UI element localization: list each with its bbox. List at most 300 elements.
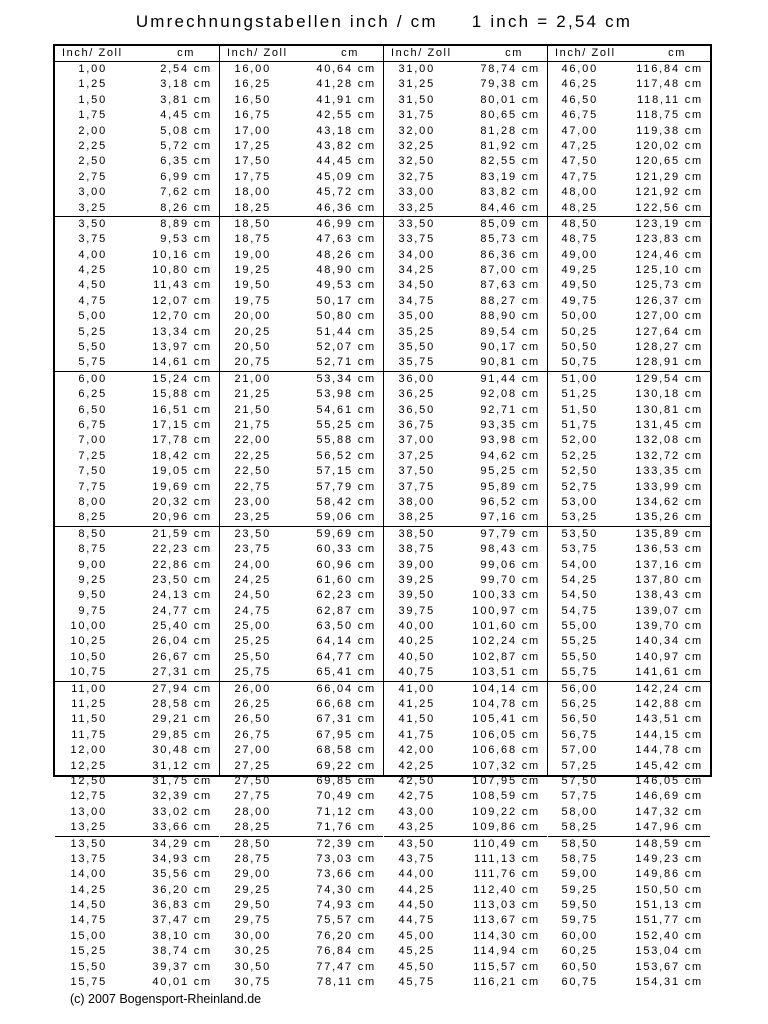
row-group xyxy=(384,837,547,991)
cm-value: 47,63 cm xyxy=(316,233,376,246)
inch-value: 27,75 xyxy=(234,790,271,803)
cm-value: 12,70 cm xyxy=(152,310,212,323)
table-row xyxy=(384,248,547,263)
inch-value: 49,50 xyxy=(561,279,598,292)
cm-value: 133,35 cm xyxy=(635,465,703,478)
table-row xyxy=(548,480,710,495)
table-row xyxy=(220,93,383,108)
cm-value: 95,89 cm xyxy=(480,480,540,493)
cm-value: 53,98 cm xyxy=(316,388,376,401)
cm-value: 24,77 cm xyxy=(152,604,212,617)
table-row xyxy=(55,77,219,92)
row-group xyxy=(384,682,547,837)
row-group xyxy=(55,62,219,217)
cm-value: 58,42 cm xyxy=(316,495,376,508)
cm-value: 3,18 cm xyxy=(160,78,212,91)
table-row xyxy=(55,355,219,370)
inch-value: 42,25 xyxy=(398,759,435,772)
table-row xyxy=(220,77,383,92)
table-row xyxy=(55,201,219,216)
inch-value: 60,75 xyxy=(561,976,598,989)
table-row xyxy=(384,263,547,278)
table-row xyxy=(548,960,710,975)
table-row xyxy=(220,154,383,169)
table-row xyxy=(384,217,547,232)
table-row xyxy=(384,650,547,665)
table-row xyxy=(548,898,710,913)
table-row xyxy=(548,93,710,108)
table-row xyxy=(220,278,383,293)
inch-value: 37,25 xyxy=(398,449,435,462)
inch-value: 43,00 xyxy=(398,805,435,818)
table-row xyxy=(384,728,547,743)
inch-value: 35,50 xyxy=(398,341,435,354)
inch-value: 35,00 xyxy=(398,310,435,323)
inch-value: 18,50 xyxy=(234,217,271,230)
inch-value: 26,75 xyxy=(234,728,271,741)
cm-value: 92,71 cm xyxy=(480,403,540,416)
table-row xyxy=(55,278,219,293)
cm-value: 128,27 cm xyxy=(635,341,703,354)
inch-value: 28,75 xyxy=(234,852,271,865)
table-row xyxy=(220,527,383,542)
cm-value: 114,94 cm xyxy=(473,945,540,958)
table-row xyxy=(55,960,219,975)
table-row xyxy=(548,820,710,835)
inch-value: 20,75 xyxy=(234,356,271,369)
table-row xyxy=(384,124,547,139)
cm-value: 46,99 cm xyxy=(316,217,376,230)
inch-value: 19,75 xyxy=(234,294,271,307)
table-row xyxy=(548,759,710,774)
inch-value: 38,75 xyxy=(398,543,435,556)
inch-value: 7,50 xyxy=(78,465,107,478)
table-row xyxy=(220,883,383,898)
table-row xyxy=(55,697,219,712)
table-row xyxy=(55,510,219,525)
inch-value: 37,50 xyxy=(398,465,435,478)
row-group xyxy=(548,217,710,372)
table-row xyxy=(548,774,710,789)
cm-value: 87,00 cm xyxy=(480,264,540,277)
table-row xyxy=(220,697,383,712)
table-row xyxy=(548,124,710,139)
cm-value: 24,13 cm xyxy=(152,589,212,602)
inch-value: 13,25 xyxy=(70,821,107,834)
cm-value: 13,34 cm xyxy=(152,325,212,338)
table-row xyxy=(220,712,383,727)
inch-value: 60,50 xyxy=(561,960,598,973)
inch-value: 49,25 xyxy=(561,264,598,277)
inch-value: 6,25 xyxy=(78,388,107,401)
inch-value: 59,75 xyxy=(561,914,598,927)
cm-value: 106,68 cm xyxy=(472,744,540,757)
cm-value: 20,96 cm xyxy=(152,511,212,524)
inch-value: 3,75 xyxy=(78,233,107,246)
inch-value: 23,50 xyxy=(234,527,271,540)
table-row xyxy=(55,93,219,108)
inch-value: 39,75 xyxy=(398,604,435,617)
inch-value: 45,75 xyxy=(398,976,435,989)
cm-value: 6,35 cm xyxy=(160,155,212,168)
table-row xyxy=(55,495,219,510)
inch-value: 14,25 xyxy=(70,883,107,896)
table-row xyxy=(55,340,219,355)
table-row xyxy=(220,975,383,990)
cm-value: 153,67 cm xyxy=(635,960,703,973)
cm-value: 73,66 cm xyxy=(316,868,376,881)
table-row xyxy=(384,418,547,433)
inch-value: 53,25 xyxy=(561,511,598,524)
inch-value: 33,00 xyxy=(398,186,435,199)
inch-value: 60,25 xyxy=(561,945,598,958)
cm-value: 50,17 cm xyxy=(316,294,376,307)
inch-value: 52,00 xyxy=(561,434,598,447)
cm-value: 88,90 cm xyxy=(480,310,540,323)
table-row xyxy=(548,278,710,293)
cm-value: 116,21 cm xyxy=(473,976,540,989)
inch-value: 5,50 xyxy=(78,341,107,354)
table-column-block xyxy=(383,46,547,989)
cm-value: 102,24 cm xyxy=(472,635,540,648)
table-row xyxy=(384,619,547,634)
inch-value: 9,75 xyxy=(78,604,107,617)
inch-value: 51,75 xyxy=(561,418,598,431)
cm-value: 130,18 cm xyxy=(635,388,703,401)
table-row xyxy=(55,852,219,867)
cm-value: 26,04 cm xyxy=(152,635,212,648)
cm-value: 147,96 cm xyxy=(635,821,703,834)
cm-value: 38,74 cm xyxy=(152,945,212,958)
inch-value: 58,75 xyxy=(561,852,598,865)
inch-value: 40,00 xyxy=(398,620,435,633)
table-row xyxy=(220,542,383,557)
table-row xyxy=(548,588,710,603)
inch-value: 59,50 xyxy=(561,899,598,912)
cm-value: 33,02 cm xyxy=(152,805,212,818)
inch-value: 17,75 xyxy=(234,170,271,183)
table-row xyxy=(384,712,547,727)
cm-value: 83,19 cm xyxy=(480,170,540,183)
inch-value: 40,75 xyxy=(398,666,435,679)
table-row xyxy=(55,913,219,928)
table-row xyxy=(55,588,219,603)
cm-value: 138,43 cm xyxy=(635,589,703,602)
inch-value: 19,50 xyxy=(234,279,271,292)
inch-value: 9,25 xyxy=(78,573,107,586)
row-group xyxy=(548,837,710,991)
inch-value: 5,00 xyxy=(78,310,107,323)
table-row xyxy=(220,309,383,324)
inch-value: 32,25 xyxy=(398,139,435,152)
table-row xyxy=(55,62,219,77)
cm-value: 148,59 cm xyxy=(635,837,703,850)
inch-value: 22,00 xyxy=(234,434,271,447)
inch-value: 42,75 xyxy=(398,790,435,803)
cm-value: 18,42 cm xyxy=(152,449,212,462)
inch-value: 41,75 xyxy=(398,728,435,741)
cm-value: 109,86 cm xyxy=(472,821,540,834)
inch-value: 7,00 xyxy=(78,434,107,447)
table-row xyxy=(548,139,710,154)
table-row xyxy=(55,464,219,479)
cm-value: 113,03 cm xyxy=(473,899,540,912)
table-row xyxy=(55,728,219,743)
table-row xyxy=(220,185,383,200)
table-row xyxy=(384,573,547,588)
inch-value: 31,50 xyxy=(398,93,435,106)
inch-value: 25,00 xyxy=(234,620,271,633)
inch-value: 4,25 xyxy=(78,264,107,277)
table-row xyxy=(220,913,383,928)
cm-value: 134,62 cm xyxy=(635,495,703,508)
table-row xyxy=(55,573,219,588)
inch-value: 16,25 xyxy=(234,78,271,91)
cm-value: 115,57 cm xyxy=(473,960,540,973)
cm-value: 92,08 cm xyxy=(480,388,540,401)
inch-value: 44,25 xyxy=(398,883,435,896)
cm-value: 52,71 cm xyxy=(316,356,376,369)
table-row xyxy=(220,650,383,665)
conversion-table xyxy=(53,44,712,989)
inch-value: 30,50 xyxy=(234,960,271,973)
inch-value: 2,25 xyxy=(78,139,107,152)
cm-value: 10,16 cm xyxy=(152,248,212,261)
inch-value: 36,50 xyxy=(398,403,435,416)
inch-value: 56,50 xyxy=(561,713,598,726)
cm-value: 62,87 cm xyxy=(316,604,376,617)
inch-value: 55,25 xyxy=(561,635,598,648)
table-row xyxy=(55,542,219,557)
table-row xyxy=(548,355,710,370)
table-row xyxy=(548,743,710,758)
cm-value: 14,61 cm xyxy=(152,356,212,369)
cm-value: 74,93 cm xyxy=(316,899,376,912)
inch-value: 16,00 xyxy=(234,63,271,75)
inch-value: 30,75 xyxy=(234,976,271,989)
inch-value: 51,25 xyxy=(561,388,598,401)
inch-value: 17,00 xyxy=(234,124,271,137)
cm-value: 102,87 cm xyxy=(472,650,540,663)
inch-value: 56,00 xyxy=(561,682,598,695)
cm-value: 149,86 cm xyxy=(635,868,703,881)
cm-value: 131,45 cm xyxy=(635,418,703,431)
inch-value: 3,25 xyxy=(78,201,107,214)
table-row xyxy=(55,929,219,944)
cm-value: 73,03 cm xyxy=(316,852,376,865)
cm-value: 60,96 cm xyxy=(316,558,376,571)
inch-value: 41,50 xyxy=(398,713,435,726)
cm-value: 137,16 cm xyxy=(635,558,703,571)
cm-value: 51,44 cm xyxy=(316,325,376,338)
table-row xyxy=(384,665,547,680)
header-inch-label: Inch/ Zoll xyxy=(227,47,288,59)
table-row xyxy=(384,340,547,355)
inch-value: 54,00 xyxy=(561,558,598,571)
cm-value: 96,52 cm xyxy=(480,495,540,508)
table-row xyxy=(548,573,710,588)
cm-value: 15,88 cm xyxy=(152,388,212,401)
table-row xyxy=(384,527,547,542)
cm-value: 104,14 cm xyxy=(472,682,540,695)
table-row xyxy=(55,867,219,882)
table-row xyxy=(548,372,710,387)
inch-value: 38,50 xyxy=(398,527,435,540)
cm-value: 99,06 cm xyxy=(480,558,540,571)
cm-value: 79,38 cm xyxy=(480,78,540,91)
inch-value: 48,75 xyxy=(561,233,598,246)
inch-value: 21,00 xyxy=(234,372,271,385)
cm-value: 76,20 cm xyxy=(316,929,376,942)
inch-value: 53,50 xyxy=(561,527,598,540)
table-row xyxy=(55,309,219,324)
table-row xyxy=(55,883,219,898)
table-row xyxy=(384,913,547,928)
inch-value: 27,25 xyxy=(234,759,271,772)
cm-value: 31,75 cm xyxy=(152,774,212,787)
table-row xyxy=(220,248,383,263)
inch-value: 45,00 xyxy=(398,929,435,942)
table-row xyxy=(220,743,383,758)
table-row xyxy=(384,558,547,573)
copyright-footer: (c) 2007 Bogensport-Rheinland.de xyxy=(70,992,262,1006)
cm-value: 120,02 cm xyxy=(635,139,703,152)
table-row xyxy=(548,650,710,665)
inch-value: 13,50 xyxy=(70,837,107,850)
cm-value: 40,01 cm xyxy=(152,976,212,989)
table-row xyxy=(55,604,219,619)
inch-value: 35,75 xyxy=(398,356,435,369)
cm-value: 140,97 cm xyxy=(635,650,703,663)
cm-value: 55,25 cm xyxy=(316,418,376,431)
inch-value: 32,75 xyxy=(398,170,435,183)
inch-value: 36,25 xyxy=(398,388,435,401)
cm-value: 72,39 cm xyxy=(316,837,376,850)
inch-value: 1,50 xyxy=(78,93,107,106)
header-cm-label: cm xyxy=(505,47,523,59)
inch-value: 29,75 xyxy=(234,914,271,927)
cm-value: 107,32 cm xyxy=(472,759,540,772)
cm-value: 132,08 cm xyxy=(635,434,703,447)
inch-value: 12,50 xyxy=(70,774,107,787)
table-row xyxy=(548,929,710,944)
cm-value: 123,19 cm xyxy=(635,217,703,230)
table-row xyxy=(548,728,710,743)
inch-value: 8,50 xyxy=(78,527,107,540)
inch-value: 38,00 xyxy=(398,495,435,508)
table-row xyxy=(548,883,710,898)
cm-value: 43,18 cm xyxy=(316,124,376,137)
table-row xyxy=(384,294,547,309)
inch-value: 48,00 xyxy=(561,186,598,199)
inch-value: 43,75 xyxy=(398,852,435,865)
table-row xyxy=(548,418,710,433)
column-header xyxy=(548,46,710,62)
inch-value: 2,00 xyxy=(78,124,107,137)
table-row xyxy=(55,185,219,200)
table-row xyxy=(384,62,547,77)
inch-value: 12,00 xyxy=(70,744,107,757)
inch-value: 26,25 xyxy=(234,698,271,711)
table-row xyxy=(384,232,547,247)
inch-value: 44,00 xyxy=(398,868,435,881)
cm-value: 94,62 cm xyxy=(480,449,540,462)
cm-value: 71,76 cm xyxy=(316,821,376,834)
table-row xyxy=(548,805,710,820)
cm-value: 143,51 cm xyxy=(635,713,703,726)
cm-value: 147,32 cm xyxy=(635,805,703,818)
inch-value: 18,75 xyxy=(234,233,271,246)
inch-value: 22,25 xyxy=(234,449,271,462)
inch-value: 24,00 xyxy=(234,558,271,571)
table-row xyxy=(384,108,547,123)
row-group xyxy=(384,527,547,682)
table-row xyxy=(548,604,710,619)
table-row xyxy=(384,682,547,697)
table-row xyxy=(548,248,710,263)
cm-value: 90,17 cm xyxy=(480,341,540,354)
header-cm-label: cm xyxy=(341,47,359,59)
cm-value: 66,68 cm xyxy=(316,698,376,711)
cm-value: 75,57 cm xyxy=(316,914,376,927)
inch-value: 33,25 xyxy=(398,201,435,214)
cm-value: 30,48 cm xyxy=(152,744,212,757)
inch-value: 53,00 xyxy=(561,495,598,508)
table-row xyxy=(384,634,547,649)
cm-value: 45,09 cm xyxy=(316,170,376,183)
inch-value: 21,25 xyxy=(234,388,271,401)
inch-value: 51,00 xyxy=(561,372,598,385)
cm-value: 132,72 cm xyxy=(635,449,703,462)
table-row xyxy=(55,325,219,340)
inch-value: 7,75 xyxy=(78,480,107,493)
cm-value: 48,26 cm xyxy=(316,248,376,261)
cm-value: 135,26 cm xyxy=(635,511,703,524)
table-row xyxy=(548,527,710,542)
table-row xyxy=(220,263,383,278)
table-row xyxy=(384,929,547,944)
cm-value: 121,29 cm xyxy=(635,170,703,183)
inch-value: 34,25 xyxy=(398,264,435,277)
table-row xyxy=(548,325,710,340)
row-group xyxy=(55,527,219,682)
cm-value: 59,69 cm xyxy=(316,527,376,540)
inch-value: 26,00 xyxy=(234,682,271,695)
table-row xyxy=(220,294,383,309)
row-group xyxy=(220,682,383,837)
row-group xyxy=(384,62,547,217)
table-row xyxy=(384,697,547,712)
inch-value: 48,25 xyxy=(561,201,598,214)
inch-value: 8,00 xyxy=(78,495,107,508)
table-row xyxy=(55,759,219,774)
cm-value: 139,70 cm xyxy=(635,620,703,633)
table-row xyxy=(220,433,383,448)
cm-value: 39,37 cm xyxy=(152,960,212,973)
table-row xyxy=(384,77,547,92)
cm-value: 86,36 cm xyxy=(480,248,540,261)
cm-value: 55,88 cm xyxy=(316,434,376,447)
row-group xyxy=(384,372,547,527)
row-group xyxy=(55,217,219,372)
cm-value: 135,89 cm xyxy=(635,527,703,540)
table-row xyxy=(220,852,383,867)
inch-value: 7,25 xyxy=(78,449,107,462)
inch-value: 34,75 xyxy=(398,294,435,307)
table-row xyxy=(55,820,219,835)
inch-value: 33,50 xyxy=(398,217,435,230)
table-row xyxy=(55,975,219,990)
